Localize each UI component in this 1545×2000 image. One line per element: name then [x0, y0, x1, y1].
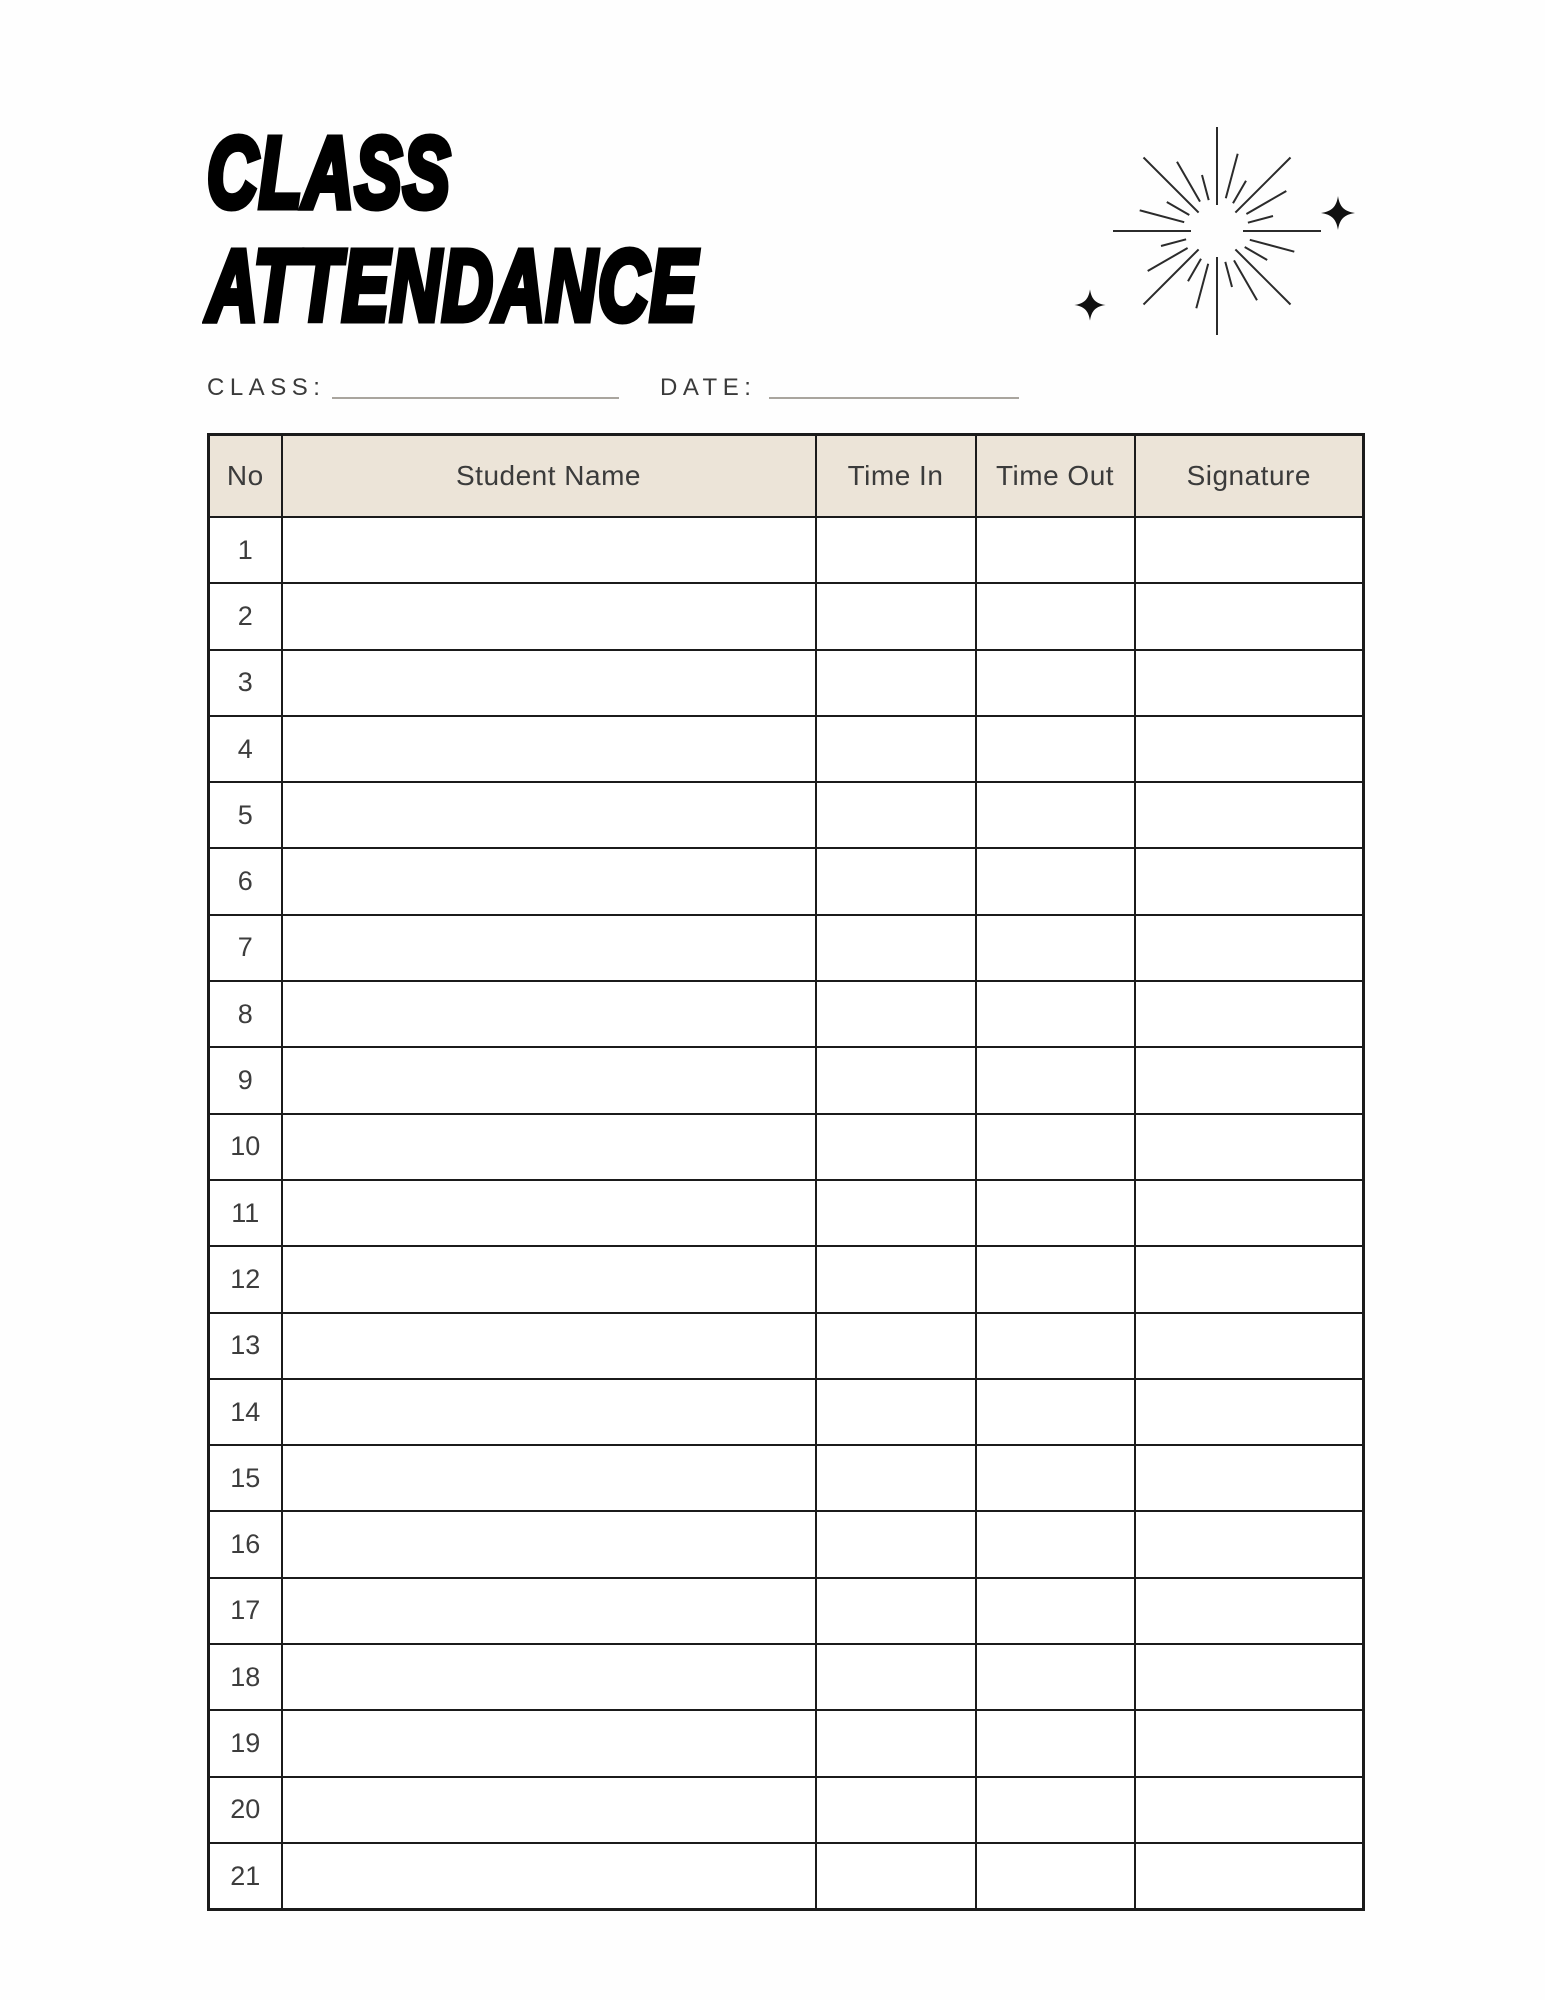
time-in-cell[interactable] [816, 848, 976, 914]
signature-cell[interactable] [1135, 1777, 1364, 1843]
signature-cell[interactable] [1135, 1445, 1364, 1511]
signature-cell[interactable] [1135, 517, 1364, 583]
table-row [209, 1445, 1364, 1511]
table-row [209, 782, 1364, 848]
student-name-cell[interactable] [282, 1578, 816, 1644]
signature-cell[interactable] [1135, 583, 1364, 649]
time-in-cell[interactable] [816, 1777, 976, 1843]
column-header-no: No [209, 435, 282, 518]
time-out-cell[interactable] [976, 1313, 1135, 1379]
time-in-cell[interactable] [816, 1843, 976, 1910]
time-in-cell[interactable] [816, 716, 976, 782]
table-header-row [209, 435, 1364, 518]
column-header-student-name: Student Name [282, 435, 816, 518]
time-out-cell[interactable] [976, 1047, 1135, 1113]
time-out-cell[interactable] [976, 517, 1135, 583]
sparkle-icon [1321, 196, 1355, 230]
column-header-time-in: Time In [816, 435, 976, 518]
page-title-line1: CLASS [207, 117, 452, 229]
time-out-cell[interactable] [976, 1246, 1135, 1312]
starburst-icon [1060, 115, 1360, 345]
signature-cell[interactable] [1135, 1710, 1364, 1776]
row-number: 19 [209, 1710, 282, 1776]
time-in-cell[interactable] [816, 1246, 976, 1312]
row-number: 11 [209, 1180, 282, 1246]
row-number: 13 [209, 1313, 282, 1379]
row-number: 21 [209, 1843, 282, 1910]
class-value-line[interactable] [332, 397, 619, 399]
row-number: 14 [209, 1379, 282, 1445]
time-in-cell[interactable] [816, 650, 976, 716]
time-in-cell[interactable] [816, 1114, 976, 1180]
table-row [209, 1246, 1364, 1312]
column-header-signature: Signature [1135, 435, 1364, 518]
student-name-cell[interactable] [282, 981, 816, 1047]
time-out-cell[interactable] [976, 1843, 1135, 1910]
row-number: 2 [209, 583, 282, 649]
signature-cell[interactable] [1135, 1047, 1364, 1113]
signature-cell[interactable] [1135, 1379, 1364, 1445]
row-number: 1 [209, 517, 282, 583]
signature-cell[interactable] [1135, 1313, 1364, 1379]
row-number: 20 [209, 1777, 282, 1843]
table-row [209, 848, 1364, 914]
row-number: 18 [209, 1644, 282, 1710]
table-row [209, 650, 1364, 716]
time-in-cell[interactable] [816, 1379, 976, 1445]
table-row [209, 915, 1364, 981]
time-in-cell[interactable] [816, 1445, 976, 1511]
student-name-cell[interactable] [282, 915, 816, 981]
row-number: 16 [209, 1511, 282, 1577]
student-name-cell[interactable] [282, 848, 816, 914]
student-name-cell[interactable] [282, 1313, 816, 1379]
time-out-cell[interactable] [976, 1644, 1135, 1710]
time-out-cell[interactable] [976, 1710, 1135, 1776]
page-title-line2: ATTENDANCE [207, 230, 699, 342]
time-out-cell[interactable] [976, 1578, 1135, 1644]
time-in-cell[interactable] [816, 1511, 976, 1577]
time-out-cell[interactable] [976, 1114, 1135, 1180]
time-out-cell[interactable] [976, 1379, 1135, 1445]
time-in-cell[interactable] [816, 1180, 976, 1246]
table-row [209, 1379, 1364, 1445]
time-out-cell[interactable] [976, 1777, 1135, 1843]
row-number: 8 [209, 981, 282, 1047]
time-in-cell[interactable] [816, 1710, 976, 1776]
table-row [209, 1313, 1364, 1379]
time-in-cell[interactable] [816, 583, 976, 649]
time-out-cell[interactable] [976, 1511, 1135, 1577]
student-name-cell[interactable] [282, 583, 816, 649]
signature-cell[interactable] [1135, 716, 1364, 782]
signature-cell[interactable] [1135, 1644, 1364, 1710]
student-name-cell[interactable] [282, 1777, 816, 1843]
signature-cell[interactable] [1135, 1180, 1364, 1246]
table-row [209, 517, 1364, 583]
student-name-cell[interactable] [282, 1379, 816, 1445]
time-in-cell[interactable] [816, 1047, 976, 1113]
time-in-cell[interactable] [816, 1578, 976, 1644]
time-in-cell[interactable] [816, 981, 976, 1047]
page-title [207, 117, 698, 343]
time-out-cell[interactable] [976, 782, 1135, 848]
student-name-cell[interactable] [282, 782, 816, 848]
row-number: 5 [209, 782, 282, 848]
student-name-cell[interactable] [282, 1246, 816, 1312]
student-name-cell[interactable] [282, 1180, 816, 1246]
table-row [209, 1047, 1364, 1113]
signature-cell[interactable] [1135, 650, 1364, 716]
time-out-cell[interactable] [976, 583, 1135, 649]
table-row [209, 1114, 1364, 1180]
attendance-table [207, 433, 1365, 1911]
signature-cell[interactable] [1135, 1578, 1364, 1644]
table-row [209, 716, 1364, 782]
table-row [209, 1511, 1364, 1577]
student-name-cell[interactable] [282, 1710, 816, 1776]
row-number: 4 [209, 716, 282, 782]
student-name-cell[interactable] [282, 517, 816, 583]
table-row [209, 1180, 1364, 1246]
time-out-cell[interactable] [976, 915, 1135, 981]
table-row [209, 1578, 1364, 1644]
time-out-cell[interactable] [976, 650, 1135, 716]
row-number: 6 [209, 848, 282, 914]
row-number: 9 [209, 1047, 282, 1113]
table-row [209, 1644, 1364, 1710]
time-out-cell[interactable] [976, 981, 1135, 1047]
time-in-cell[interactable] [816, 915, 976, 981]
student-name-cell[interactable] [282, 1047, 816, 1113]
signature-cell[interactable] [1135, 1511, 1364, 1577]
time-out-cell[interactable] [976, 1180, 1135, 1246]
table-row [209, 1843, 1364, 1910]
row-number: 17 [209, 1578, 282, 1644]
student-name-cell[interactable] [282, 1511, 816, 1577]
signature-cell[interactable] [1135, 981, 1364, 1047]
student-name-cell[interactable] [282, 716, 816, 782]
time-in-cell[interactable] [816, 782, 976, 848]
table-row [209, 1777, 1364, 1843]
row-number: 10 [209, 1114, 282, 1180]
class-label: CLASS: [207, 374, 326, 401]
row-number: 15 [209, 1445, 282, 1511]
student-name-cell[interactable] [282, 1843, 816, 1910]
time-out-cell[interactable] [976, 1445, 1135, 1511]
row-number: 7 [209, 915, 282, 981]
time-out-cell[interactable] [976, 716, 1135, 782]
starburst-rays [1113, 127, 1321, 335]
row-number: 3 [209, 650, 282, 716]
column-header-time-out: Time Out [976, 435, 1135, 518]
signature-cell[interactable] [1135, 848, 1364, 914]
sparkle-icon [1074, 289, 1105, 320]
student-name-cell[interactable] [282, 1114, 816, 1180]
signature-cell[interactable] [1135, 1246, 1364, 1312]
signature-cell[interactable] [1135, 915, 1364, 981]
time-out-cell[interactable] [976, 848, 1135, 914]
student-name-cell[interactable] [282, 1644, 816, 1710]
signature-cell[interactable] [1135, 782, 1364, 848]
table-row [209, 583, 1364, 649]
time-in-cell[interactable] [816, 1313, 976, 1379]
row-number: 12 [209, 1246, 282, 1312]
student-name-cell[interactable] [282, 1445, 816, 1511]
table-row [209, 981, 1364, 1047]
time-in-cell[interactable] [816, 1644, 976, 1710]
student-name-cell[interactable] [282, 650, 816, 716]
date-label: DATE: [660, 374, 757, 401]
signature-cell[interactable] [1135, 1114, 1364, 1180]
signature-cell[interactable] [1135, 1843, 1364, 1910]
time-in-cell[interactable] [816, 517, 976, 583]
table-row [209, 1710, 1364, 1776]
date-value-line[interactable] [769, 397, 1019, 399]
